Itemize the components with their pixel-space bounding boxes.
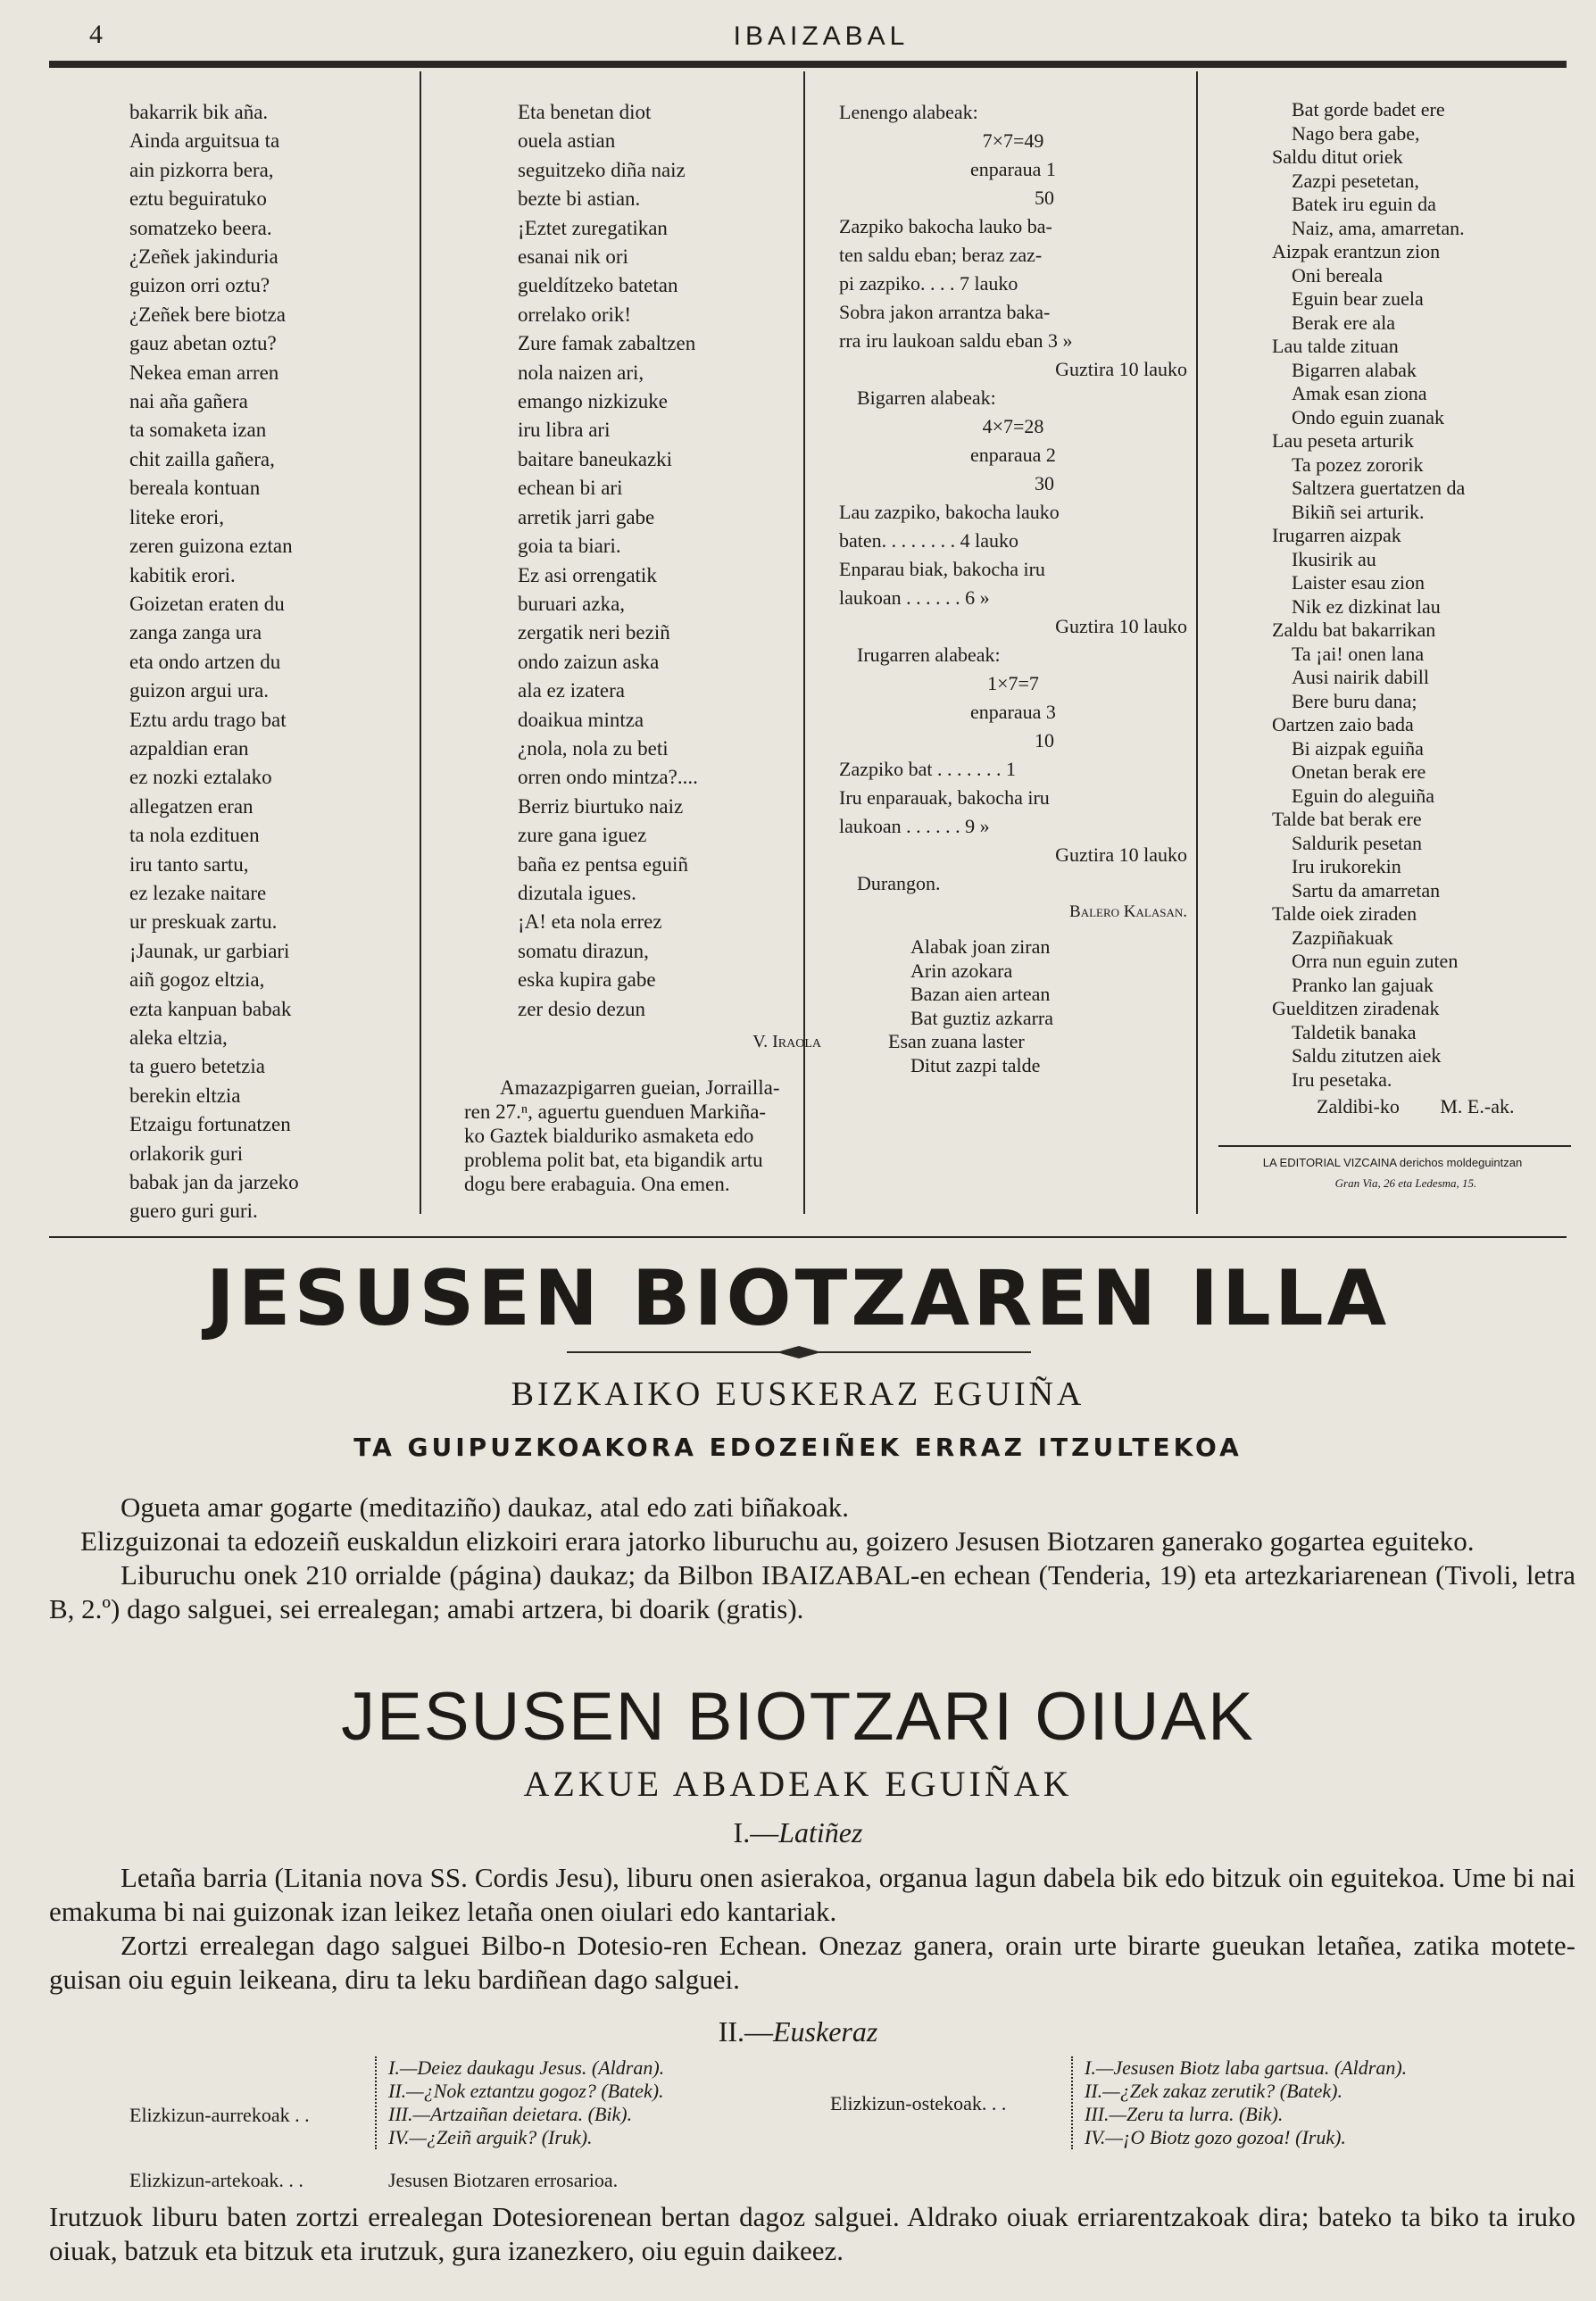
poem-line: guizon argui ura.	[129, 679, 270, 702]
verse-line: Aizpak erantzun zion	[1272, 240, 1441, 262]
verse-line: Lau peseta arturik	[1272, 429, 1414, 452]
ad1-subtitle: BIZKAIKO EUSKERAZ EGUIÑA	[511, 1375, 1085, 1413]
ad1-subtitle2: TA GUIPUZKOAKORA EDOZEIÑEK ERRAZ ITZULTEKOA	[353, 1433, 1243, 1462]
poem-line: ¡Eztet zuregatikan	[518, 216, 668, 239]
poem-line: ur preskuak zartu.	[129, 910, 278, 934]
solution-signature: Balero Kalasan.	[1069, 902, 1187, 921]
verse-line: Iru irukorekin	[1292, 855, 1401, 877]
hymn-item: IV.—¿Zeiñ arguik? (Iruk).	[388, 2126, 593, 2148]
verse-line: Nago bera gabe,	[1292, 121, 1420, 145]
poem-line: eska kupira gabe	[518, 968, 656, 992]
poem-line: guero guri guri.	[129, 1200, 258, 1223]
poem-line: bereala kontuan	[129, 477, 261, 500]
verse-line: Sartu da amarretan	[1292, 878, 1441, 901]
poem-line: allegatzen eran	[129, 794, 254, 818]
verse-line: Zaldu bat bakarrikan	[1272, 619, 1436, 641]
poem-line: bezte bi astian.	[518, 187, 641, 211]
verse-line: Lau talde zituan	[1272, 335, 1399, 357]
poem-line: eta ondo artzen du	[129, 650, 281, 673]
left-group-label: Elizkizun-aurrekoak . .	[129, 2104, 310, 2126]
poem-line: guizon orri oztu?	[129, 274, 270, 297]
verse-line: Eguin do aleguiña	[1292, 784, 1435, 807]
solution-line: Irugarren alabeak:	[857, 644, 1001, 666]
poem-line: somatzeko beera.	[129, 216, 272, 239]
right-group-brace	[1071, 2056, 1082, 2149]
poem-line: Ainda arguitsua ta	[129, 129, 280, 153]
solution-line: laukoan . . . . . . 9 »	[839, 815, 990, 837]
solution-line: Guztira 10 lauko	[1055, 358, 1187, 380]
poem-line: kabitik erori.	[129, 563, 236, 586]
intro-paragraph	[464, 1076, 839, 1196]
poem-line: nola naizen ari,	[518, 361, 644, 384]
imprint-rule	[1218, 1145, 1571, 1147]
hymn-item: IV.—¡O Biotz gozo gozoa! (Iruk).	[1085, 2126, 1346, 2148]
verse-line: Berak ere ala	[1292, 311, 1396, 334]
solution-line: Lau zazpiko, bakocha lauko	[839, 501, 1060, 523]
column-separator-1	[420, 71, 421, 1214]
verse-line: Pranko lan gajuak	[1292, 973, 1434, 996]
solution-line: 10	[1035, 729, 1054, 752]
poem-line: bakarrik bik aña.	[129, 101, 269, 123]
verse-line: Laister esau zion	[1292, 571, 1426, 594]
solution-line: 7×7=49	[982, 129, 1044, 152]
solution-line: 4×7=28	[982, 415, 1044, 437]
solution-line: 50	[1035, 187, 1054, 209]
solution-line: rra iru laukoan saldu eban 3 »	[839, 329, 1073, 352]
solution-line: Zazpiko bakocha lauko ba-	[839, 215, 1052, 237]
poem-line: Etzaigu fortunatzen	[129, 1113, 291, 1136]
poem-line: doaikua mintza	[518, 708, 644, 731]
hymn-item: I.—Jesusen Biotz laba gartsua. (Aldran).	[1085, 2056, 1408, 2079]
hymn-item: II.—¿Zek zakaz zerutik? (Batek).	[1085, 2080, 1342, 2102]
poem-line: seguitzeko diña naiz	[518, 158, 686, 181]
header-rule	[49, 61, 1567, 68]
poem-line: ta guero betetzia	[129, 1055, 265, 1078]
verse-line: Bikiñ sei arturik.	[1292, 500, 1425, 523]
solution-line: Lenengo alabeak:	[839, 101, 978, 123]
verse-line: Saldu ditut oriek	[1272, 145, 1403, 168]
solution-line: Zazpiko bat . . . . . . . 1	[839, 758, 1016, 780]
signature-author: M. E.-ak.	[1440, 1095, 1515, 1117]
verse-line: Ausi nairik dabill	[1292, 666, 1429, 688]
solution-line: Iru enparauak, bakocha iru	[839, 786, 1050, 809]
solution-line: Bigarren alabeak:	[857, 386, 996, 409]
paragraph-line: Amazazpigarren gueian, Jorrailla-	[500, 1076, 780, 1100]
imprint-address: Gran Via, 26 eta Ledesma, 15.	[1334, 1176, 1477, 1190]
column-separator-3	[1196, 71, 1198, 1214]
poem-line: ain pizkorra bera,	[129, 158, 274, 181]
left-group-items	[388, 2056, 664, 2149]
column-4-verses	[1272, 98, 1567, 1119]
verse-line: Guelditzen ziradenak	[1272, 997, 1440, 1019]
poem-line: gauz abetan oztu?	[129, 332, 277, 355]
poem-line: baitare baneukazki	[518, 447, 673, 470]
poem-line: ta somaketa izan	[129, 419, 267, 442]
poem-line: ezta kanpuan babak	[129, 997, 292, 1020]
publication-title: IBAIZABAL	[733, 21, 910, 51]
verse-line: Ditut zazpi talde	[910, 1053, 1041, 1076]
poem-line: Ez asi orrengatik	[518, 563, 657, 586]
page-number: 4	[89, 20, 103, 49]
verse-line: Bere buru dana;	[1292, 689, 1417, 712]
verse-line: Saltzera guertatzen da	[1292, 477, 1466, 499]
poem-line: Goizetan eraten du	[129, 592, 285, 615]
poem-line: ¿Zeñek jakinduria	[129, 245, 278, 269]
solution-line: Guztira 10 lauko	[1055, 843, 1187, 866]
ad1-paragraph: Ogueta amar gogarte (meditaziño) daukaz, atal edo zati biñakoak.	[121, 1491, 849, 1523]
poem-line: zanga zanga ura	[129, 621, 262, 644]
poem-line: babak jan da jarzeko	[129, 1171, 299, 1194]
ad1-body	[49, 1491, 1575, 1626]
verse-line: Naiz, ama, amarretan.	[1292, 216, 1465, 239]
verse-line: Batek iru eguin da	[1292, 193, 1436, 215]
solution-line: ten saldu eban; beraz zaz-	[839, 244, 1043, 266]
imprint-publisher: LA EDITORIAL VIZCAINA derichos moldeguintzan	[1262, 1156, 1523, 1169]
ad2-body-final	[49, 2200, 1575, 2268]
poem-line: ¿nola, nola zu beti	[518, 736, 669, 760]
verse-line: Zazpi pesetetan,	[1292, 169, 1419, 192]
solution-line: laukoan . . . . . . 6 »	[839, 586, 990, 609]
paragraph-line: dogu bere erabaguia. Ona emen.	[464, 1173, 730, 1196]
poem-line: ala ez izatera	[518, 679, 625, 702]
verse-line: Bat guztiz azkarra	[910, 1006, 1054, 1029]
solution-line: baten. . . . . . . . 4 lauko	[839, 529, 1019, 552]
hymn-item: II.—¿Nok eztantzu gogoz? (Batek).	[388, 2080, 664, 2102]
paragraph-line: ko Gaztek bialduriko asmaketa edo	[464, 1125, 754, 1148]
paragraph-line: ren 27.ⁿ, aguertu guenduen Markiña-	[464, 1101, 767, 1124]
ad2-subtitle: AZKUE ABADEAK EGUIÑAK	[523, 1764, 1073, 1804]
poem-line: Berriz biurtuko naiz	[518, 794, 684, 818]
poem-line: zer desio dezun	[518, 997, 646, 1020]
verse-line: Talde oiek ziraden	[1272, 902, 1417, 925]
poem-line: ¡A! eta nola errez	[518, 910, 662, 934]
verse-line: Eguin bear zuela	[1292, 287, 1424, 310]
signature-place: Zaldibi-ko	[1317, 1095, 1400, 1117]
section-divider	[49, 1236, 1567, 1238]
poem-line: ¿Zeñek bere biotza	[129, 303, 286, 326]
poem-line: ondo zaizun aska	[518, 650, 660, 673]
right-group-items	[1085, 2056, 1407, 2149]
solution-line: Guztira 10 lauko	[1055, 615, 1187, 637]
verse-line: Talde bat berak ere	[1272, 808, 1422, 830]
poem-line: ez lezake naitare	[129, 881, 267, 904]
poem-line: dizutala igues.	[518, 881, 636, 904]
verse-line: Oni bereala	[1292, 263, 1383, 287]
verse-line: Ta ¡ai! onen lana	[1292, 642, 1425, 665]
ad1-paragraph: Liburuchu onek 210 orrialde (página) daukaz; da Bilbon IBAIZABAL-en echean (Tenderia, 19) eta artezkariarenean (Tivoli, letra B, 2.º) dago salguei, sei errealegan; amabi artzera, bi doarik (gratis).	[49, 1559, 1575, 1624]
paragraph-line: problema polit bat, eta bigandik artu	[464, 1149, 763, 1172]
ad2-section-basque	[0, 2015, 1596, 2048]
poem-line: baña ez pentsa eguiñ	[518, 852, 688, 876]
verse-line: Ikusirik au	[1292, 547, 1376, 570]
ad2-title: JESUSEN BIOTZARI OIUAK	[341, 1679, 1255, 1755]
poem-line: eztu beguiratuko	[129, 187, 267, 211]
solution-line: 1×7=7	[987, 672, 1039, 694]
verse-line: Amak esan ziona	[1292, 382, 1427, 404]
column-1-poem	[129, 98, 406, 1226]
poem-line: arretik jarri gabe	[518, 505, 655, 528]
ad1-title: JESUSEN BIOTZAREN ILLA	[205, 1254, 1391, 1343]
solution-line: Enparau biak, bakocha iru	[839, 558, 1045, 580]
ad2-paragraph: Irutzuok liburu baten zortzi errealegan Dotesiorenean bertan dagoz salguei. Aldrako oiuak erriarentzakoak dira; bateko ta biko ta iruko oiuak, batzuk eta bitzuk eta irutzuk, gura izanezkero, oiu eguin daikeez.	[49, 2201, 1575, 2266]
ad1-paragraph: Elizguizonai ta edozeiñ euskaldun elizkoiri erara jatorko liburuchu au, goizero Jesusen Biotzaren ganerako gogartea eguiteko.	[80, 1525, 1475, 1557]
poem-line: ta nola ezdituen	[129, 824, 260, 847]
verse-line: Esan zuana laster	[888, 1030, 1025, 1052]
verse-line: Iru pesetaka.	[1292, 1067, 1392, 1091]
verse-line: Ta pozez zororik	[1292, 453, 1424, 476]
poem-line: orrelako orik!	[518, 303, 632, 326]
poem-line: iru tanto sartu,	[129, 852, 249, 876]
verse-line: Oartzen zaio bada	[1272, 713, 1414, 735]
middle-group-item: Jesusen Biotzaren errosarioa.	[388, 2169, 619, 2191]
poem-line: Eta benetan diot	[518, 101, 652, 123]
right-group-label: Elizkizun-ostekoak. . .	[830, 2092, 1007, 2114]
poem-line: goia ta biari.	[518, 535, 621, 558]
verse-signature	[1272, 1095, 1567, 1119]
middle-group-label: Elizkizun-artekoak. . .	[129, 2169, 303, 2191]
poem-line: zeren guizona eztan	[129, 535, 293, 558]
solution-line: enparaua 3	[970, 701, 1056, 723]
poem-line: ¡Jaunak, ur garbiari	[129, 939, 290, 962]
verse-line: Orra nun eguin zuten	[1292, 950, 1459, 972]
verse-line: Onetan berak ere	[1292, 760, 1426, 783]
solution-line: 30	[1035, 472, 1054, 494]
poem-line: liteke erori,	[129, 505, 225, 528]
poem-line: gueldítzeko batetan	[518, 274, 678, 297]
poem-line: orren ondo mintza?....	[518, 766, 698, 789]
verse-line: Saldurik pesetan	[1292, 831, 1423, 854]
section-name: Latiñez	[778, 1816, 863, 1848]
solution-line: Durangon.	[857, 872, 941, 894]
poem-line: esanai nik ori	[518, 245, 628, 269]
verse-line: Nik ez dizkinat lau	[1292, 594, 1441, 618]
hymn-item: I.—Deiez daukagu Jesus. (Aldran).	[388, 2056, 665, 2079]
poem-line: zure gana iguez	[518, 824, 647, 847]
section-number: I.—	[733, 1816, 779, 1848]
poem-line: somatu dirazun,	[518, 939, 649, 962]
poem-line: zergatik neri beziñ	[518, 621, 670, 644]
poem-line: iru libra ari	[518, 419, 611, 442]
solution-line: enparaua 1	[970, 158, 1056, 180]
section-number: II.—	[718, 2015, 773, 2048]
page-header	[89, 20, 1553, 55]
verse-line: Bat gorde badet ere	[1292, 98, 1445, 120]
ad2-paragraph: Letaña barria (Litania nova SS. Cordis Jesu), liburu onen asierakoa, organua lagun dabela bik edo bitzuk oin eguitekoa. Ume bi nai emakuma bi nai guizonak izan leikez letaña onen oiulari edo kantariak.	[49, 1862, 1575, 1927]
verse-line: Alabak joan ziran	[910, 935, 1051, 958]
verse-line: Arin azokara	[910, 959, 1013, 982]
ad2-body-latin	[49, 1861, 1575, 1997]
poem-line: Zure famak zabaltzen	[518, 332, 696, 355]
section-name: Euskeraz	[773, 2015, 878, 2048]
poem-line: aleka eltzia,	[129, 1026, 228, 1049]
verse-line: Ondo eguin zuanak	[1292, 405, 1445, 428]
poem-line: berekin eltzia	[129, 1084, 241, 1107]
verse-line: Saldu zitutzen aiek	[1292, 1044, 1442, 1067]
poem-line: Nekea eman arren	[129, 361, 279, 384]
verse-line: Bazan aien artean	[910, 983, 1051, 1005]
poem-line: aiñ gogoz eltzia,	[129, 968, 265, 992]
ad2-section-latin	[0, 1816, 1596, 1849]
poem-line: orlakorik guri	[129, 1142, 244, 1165]
poem-line: nai aña gañera	[129, 390, 248, 413]
solution-line: Sobra jakon arrantza baka-	[839, 301, 1051, 323]
poem-line: ouela astian	[518, 129, 616, 153]
author-signature: V. Iraola	[752, 1032, 821, 1051]
solution-line: pi zazpiko. . . . 7 lauko	[839, 272, 1018, 295]
poem-line: ez nozki eztalako	[129, 766, 272, 789]
ad2-paragraph: Zortzi errealegan dago salguei Bilbo-n Dotesio-ren Echean. Onezaz ganera, orain urte birarte gueukan letañea, zatika motete-guisan oiu eguin leikeana, diru ta leku bardiñean dago salguei.	[49, 1930, 1575, 1995]
verse-line: Bi aizpak eguiña	[1292, 736, 1424, 760]
hymn-item: III.—Artzaiñan deietara. (Bik).	[388, 2103, 633, 2125]
poem-line: emango nizkizuke	[518, 390, 668, 413]
poem-line: azpaldian eran	[129, 736, 249, 760]
column-2-poem	[464, 98, 821, 1196]
poem-line: chit zailla gañera,	[129, 447, 275, 470]
solution-line: enparaua 2	[970, 444, 1056, 466]
verse-line: Bigarren alabak	[1292, 358, 1417, 381]
hymn-item: III.—Zeru ta lurra. (Bik).	[1085, 2103, 1284, 2125]
verse-line: Zazpiñakuak	[1292, 926, 1393, 949]
verse-line: Taldetik banaka	[1292, 1020, 1417, 1043]
poem-line: echean bi ari	[518, 477, 623, 500]
poem-line: Eztu ardu trago bat	[129, 708, 287, 731]
ornament-rule	[567, 1343, 1031, 1361]
left-group-brace	[375, 2056, 386, 2149]
verse-line: Irugarren aizpak	[1272, 524, 1401, 546]
column-3-solution	[839, 98, 1187, 1077]
poem-line: buruari azka,	[518, 592, 626, 615]
